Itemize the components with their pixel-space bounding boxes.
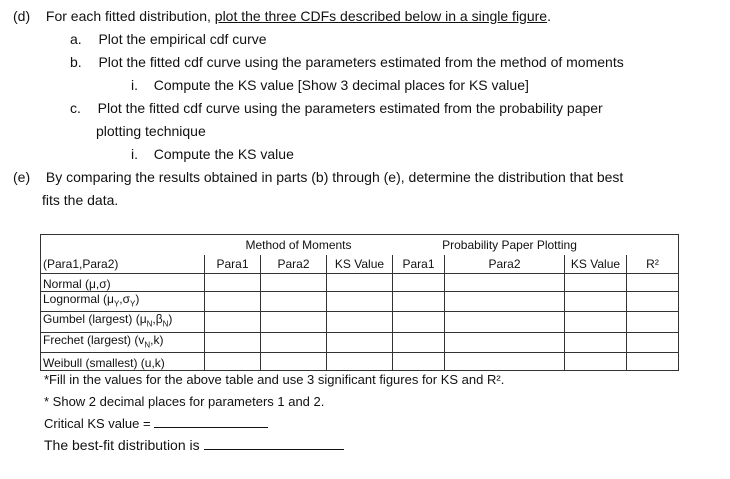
item-b-i-text: Compute the KS value [Show 3 decimal places for KS value] <box>153 77 529 93</box>
table-cell[interactable] <box>627 292 679 312</box>
best-fit-label: The best-fit distribution is <box>44 437 200 453</box>
table-cell[interactable] <box>445 292 565 312</box>
results-table <box>40 234 679 371</box>
table-cell[interactable] <box>565 332 627 352</box>
table-cell[interactable] <box>565 353 627 371</box>
table-group-header-row <box>41 235 679 256</box>
table-cell[interactable] <box>261 292 327 312</box>
table-cell[interactable] <box>393 332 445 352</box>
table-cell[interactable] <box>393 292 445 312</box>
item-c <box>70 99 603 117</box>
part-d-text-underlined: plot the three CDFs described below in a single figure <box>214 8 548 24</box>
col-header: Para2 <box>261 255 327 274</box>
item-b-label: b. <box>70 54 82 70</box>
item-c-i <box>131 145 294 163</box>
part-d-heading <box>13 7 551 25</box>
group-method-of-moments: Method of Moments <box>205 235 393 256</box>
table-row <box>41 274 679 292</box>
table-cell[interactable] <box>565 274 627 292</box>
table-row <box>41 292 679 312</box>
table-row <box>41 353 679 371</box>
item-b <box>70 53 624 71</box>
item-c-i-text: Compute the KS value <box>153 146 294 162</box>
table-cell[interactable] <box>627 274 679 292</box>
best-fit-blank[interactable] <box>204 437 344 450</box>
header-row-label: (Para1,Para2) <box>41 255 205 274</box>
part-e-text-1: By comparing the results obtained in parts (b) through (e), determine the distribution that best <box>45 169 624 185</box>
row-label: Lognormal $(\mu_Y,\sigma_Y)$ <box>41 292 205 312</box>
table-cell[interactable] <box>261 312 327 332</box>
note-decimal-places: * Show 2 decimal places for parameters 1 and 2. <box>44 394 325 409</box>
table-cell[interactable] <box>205 353 261 371</box>
table-cell[interactable] <box>205 292 261 312</box>
item-c-i-label: i. <box>131 146 138 162</box>
table-cell[interactable] <box>565 292 627 312</box>
part-d-text-post: . <box>547 8 551 24</box>
part-d-text-pre: For each fitted distribution, <box>45 8 215 24</box>
table-cell[interactable] <box>393 353 445 371</box>
table-cell[interactable] <box>627 312 679 332</box>
group-probability-paper: Probability Paper Plotting <box>393 235 627 256</box>
table-col-header-row <box>41 255 679 274</box>
item-c-text-1: Plot the fitted cdf curve using the parameters estimated from the probability paper <box>97 100 603 116</box>
part-e-heading <box>13 168 623 186</box>
table-cell[interactable] <box>445 353 565 371</box>
table-cell[interactable] <box>627 353 679 371</box>
critical-ks-line <box>44 415 268 432</box>
table-row <box>41 312 679 332</box>
table-cell[interactable] <box>261 274 327 292</box>
table-cell[interactable] <box>205 332 261 352</box>
best-fit-line <box>44 436 344 454</box>
item-b-text: Plot the fitted cdf curve using the parameters estimated from the method of moments <box>98 54 624 70</box>
col-header: KS Value <box>327 255 393 274</box>
item-a-text: Plot the empirical cdf curve <box>98 31 267 47</box>
table-cell[interactable] <box>565 312 627 332</box>
note-significant-figures: *Fill in the values for the above table and use 3 significant figures for KS and R². <box>44 372 505 387</box>
table-cell[interactable] <box>205 274 261 292</box>
table-row <box>41 332 679 352</box>
table-cell[interactable] <box>327 332 393 352</box>
table-cell[interactable] <box>393 312 445 332</box>
critical-ks-label: Critical KS value = <box>44 416 151 431</box>
group-empty-cell <box>627 235 679 256</box>
table-cell[interactable] <box>627 332 679 352</box>
col-header: Para2 <box>445 255 565 274</box>
row-label: Frechet (largest) $(v_N,k)$ <box>41 332 205 352</box>
item-b-i-label: i. <box>131 77 138 93</box>
col-header: KS Value <box>565 255 627 274</box>
col-header: Para1 <box>393 255 445 274</box>
col-header: R² <box>627 255 679 274</box>
table-cell[interactable] <box>261 353 327 371</box>
table-cell[interactable] <box>445 332 565 352</box>
table-cell[interactable] <box>327 292 393 312</box>
table-cell[interactable] <box>261 332 327 352</box>
table-cell[interactable] <box>445 274 565 292</box>
row-label: Gumbel (largest) $(\mu_N,\beta_N)$ <box>41 312 205 332</box>
item-c-label: c. <box>70 100 81 116</box>
table-cell[interactable] <box>327 312 393 332</box>
row-label: Normal (μ,σ) <box>41 274 205 292</box>
table-cell[interactable] <box>205 312 261 332</box>
row-label: Weibull (smallest) (u,k) <box>41 353 205 371</box>
item-c-line2: plotting technique <box>96 123 206 139</box>
table-cell[interactable] <box>393 274 445 292</box>
table-cell[interactable] <box>327 274 393 292</box>
table-cell[interactable] <box>445 312 565 332</box>
part-e-line2: fits the data. <box>42 192 119 208</box>
table-cell[interactable] <box>327 353 393 371</box>
table-corner-cell <box>41 235 205 256</box>
part-d-label: (d) <box>13 8 31 24</box>
col-header: Para1 <box>205 255 261 274</box>
item-b-i <box>131 76 529 94</box>
item-a-label: a. <box>70 31 82 47</box>
part-e-label: (e) <box>13 169 31 185</box>
item-a <box>70 30 267 48</box>
critical-ks-blank[interactable] <box>154 415 268 428</box>
